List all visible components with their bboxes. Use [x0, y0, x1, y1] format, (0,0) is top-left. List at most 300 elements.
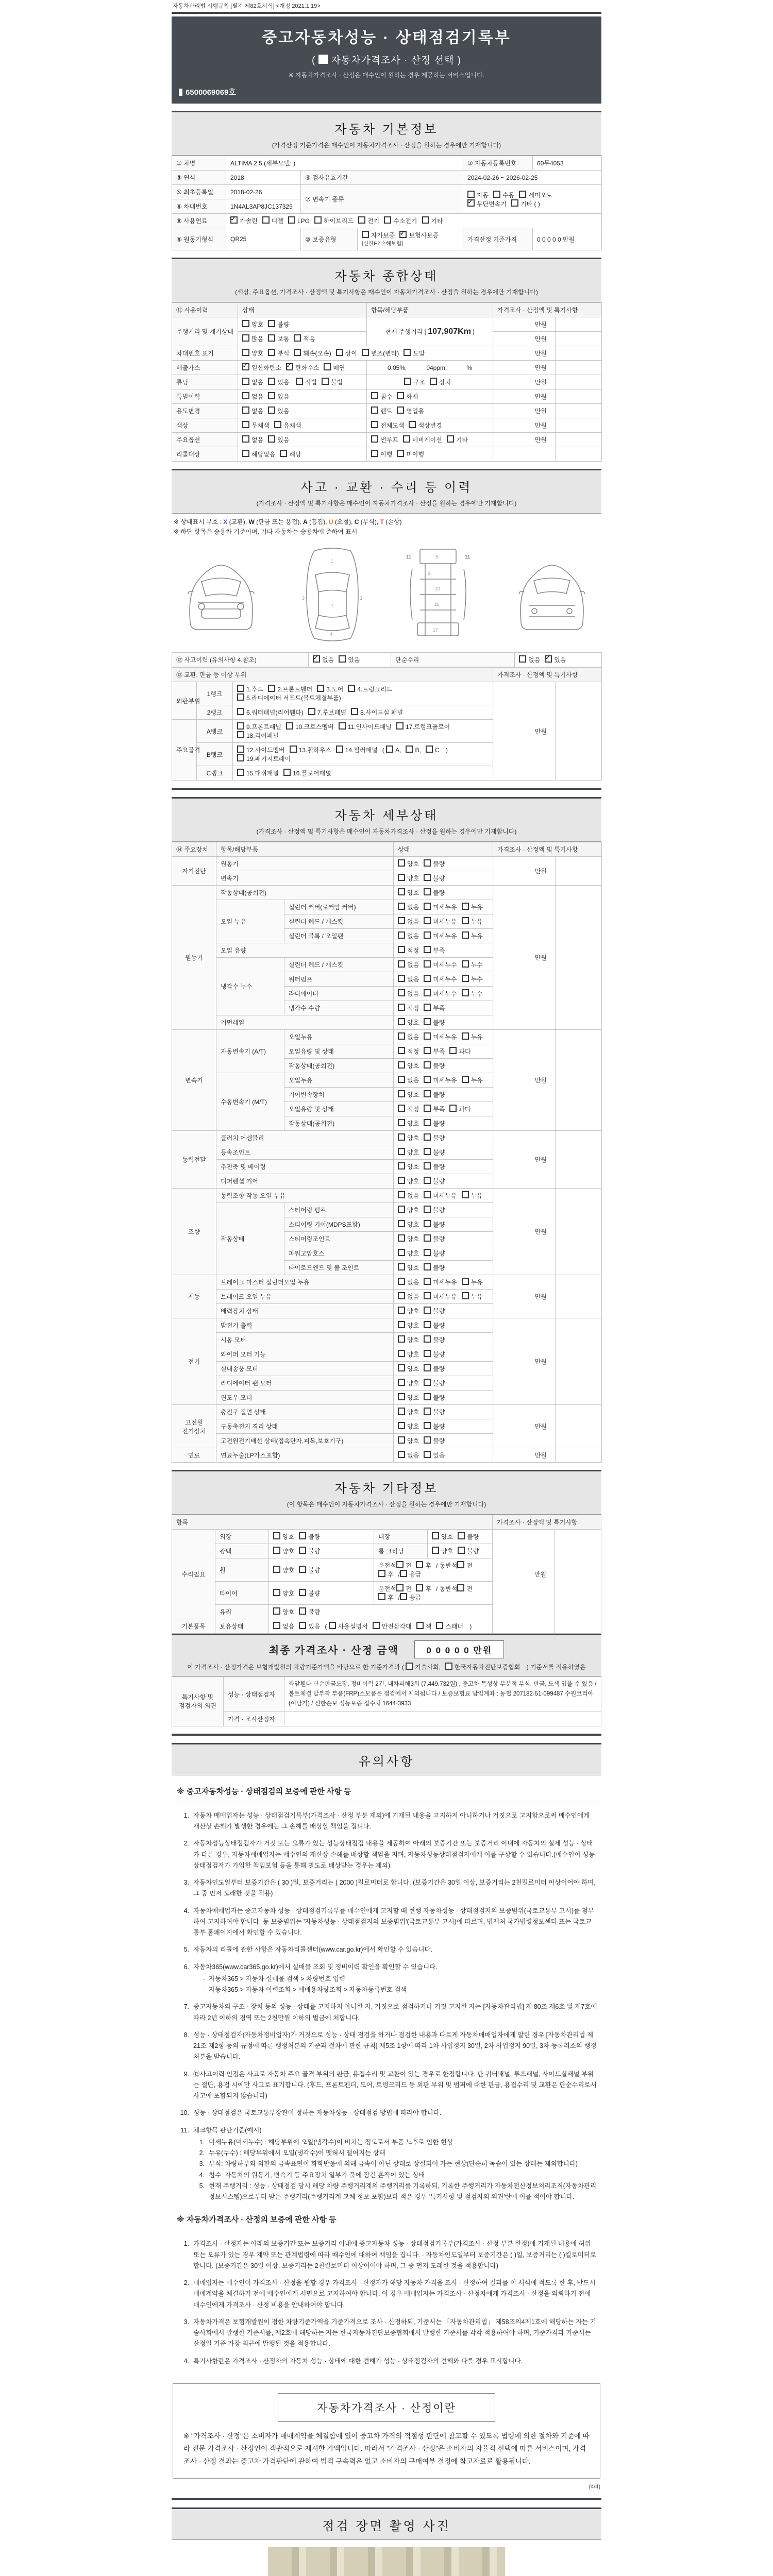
checkbox-unchecked[interactable]: [242, 378, 249, 385]
checkbox-unchecked[interactable]: [467, 191, 475, 198]
checkbox-option[interactable]: [237, 754, 291, 763]
checkbox-unchecked[interactable]: [398, 859, 405, 867]
checkbox-option[interactable]: [398, 1278, 419, 1286]
checkbox-option[interactable]: [398, 1364, 419, 1373]
checkbox-unchecked[interactable]: [457, 1561, 464, 1568]
checkbox-option[interactable]: [424, 1393, 445, 1402]
checkbox-option[interactable]: [416, 1561, 431, 1570]
checkbox-option[interactable]: [462, 975, 483, 984]
checkbox-option[interactable]: [314, 216, 354, 225]
checkbox-unchecked[interactable]: [424, 1249, 431, 1256]
checkbox-option[interactable]: [339, 722, 392, 731]
checkbox-option[interactable]: [449, 1047, 470, 1056]
checkbox-option[interactable]: [268, 435, 289, 444]
checkbox-option[interactable]: [362, 231, 395, 240]
checkbox-unchecked[interactable]: [406, 745, 413, 753]
checkbox-unchecked[interactable]: [268, 378, 275, 385]
checkbox-unchecked[interactable]: [237, 745, 244, 753]
checkbox-unchecked[interactable]: [242, 450, 249, 457]
checkbox-unchecked[interactable]: [339, 655, 346, 663]
checkbox-unchecked[interactable]: [398, 917, 405, 924]
checkbox-option[interactable]: [424, 1090, 445, 1099]
checkbox-unchecked[interactable]: [398, 1076, 405, 1083]
checkbox-option[interactable]: [424, 859, 445, 868]
checkbox-option[interactable]: [424, 1436, 445, 1445]
checkbox-unchecked[interactable]: [449, 1105, 457, 1112]
checkbox-option[interactable]: [424, 1335, 445, 1344]
checkbox-option[interactable]: [398, 1177, 419, 1185]
checkbox-unchecked[interactable]: [329, 1622, 336, 1629]
checkbox-unchecked[interactable]: [424, 1393, 431, 1400]
checkbox-option[interactable]: [462, 960, 483, 969]
checkbox-unchecked[interactable]: [398, 1350, 405, 1357]
checkbox-option[interactable]: [280, 450, 301, 459]
checkbox-option[interactable]: [436, 1622, 463, 1631]
checkbox-unchecked[interactable]: [237, 708, 244, 715]
checkbox-unchecked[interactable]: [242, 435, 249, 443]
checkbox-option[interactable]: [262, 216, 283, 225]
checkbox-unchecked[interactable]: [398, 1278, 405, 1285]
checkbox-unchecked[interactable]: [400, 1570, 407, 1577]
checkbox-option[interactable]: [299, 1532, 320, 1541]
checkbox-option[interactable]: [398, 1335, 419, 1344]
checkbox-option[interactable]: [398, 874, 419, 883]
checkbox-unchecked[interactable]: [237, 685, 244, 692]
checkbox-unchecked[interactable]: [268, 392, 275, 399]
checkbox-unchecked[interactable]: [396, 1561, 404, 1568]
checkbox-option[interactable]: [424, 1350, 445, 1359]
checkbox-unchecked[interactable]: [268, 349, 275, 356]
checkbox-option[interactable]: [445, 1663, 520, 1671]
checkbox-option[interactable]: [398, 1004, 419, 1012]
checkbox-option[interactable]: [449, 1105, 470, 1113]
checkbox-unchecked[interactable]: [447, 435, 454, 443]
checkbox-unchecked[interactable]: [237, 693, 244, 701]
checkbox-unchecked[interactable]: [294, 334, 301, 342]
checkbox-option[interactable]: [237, 745, 285, 754]
checkbox-option[interactable]: [424, 989, 457, 998]
checkbox-option[interactable]: [424, 1018, 445, 1027]
checkbox-checked[interactable]: [230, 216, 238, 224]
checkbox-unchecked[interactable]: [398, 1408, 405, 1415]
checkbox-option[interactable]: [424, 874, 445, 883]
checkbox-option[interactable]: [273, 1566, 294, 1574]
checkbox-unchecked[interactable]: [398, 1119, 405, 1126]
checkbox-unchecked[interactable]: [519, 655, 526, 663]
checkbox-unchecked[interactable]: [424, 1436, 431, 1444]
checkbox-option[interactable]: [398, 931, 419, 940]
checkbox-unchecked[interactable]: [462, 903, 469, 910]
checkbox-unchecked[interactable]: [396, 1584, 404, 1591]
checkbox-option[interactable]: [242, 334, 263, 343]
checkbox-option[interactable]: [397, 450, 424, 459]
checkbox-unchecked[interactable]: [424, 1177, 431, 1184]
checkbox-option[interactable]: [511, 199, 540, 208]
checkbox-unchecked[interactable]: [308, 708, 315, 715]
checkbox-option[interactable]: [242, 450, 275, 459]
checkbox-option[interactable]: [242, 320, 263, 329]
checkbox-unchecked[interactable]: [371, 406, 378, 414]
checkbox-unchecked[interactable]: [384, 216, 391, 224]
checkbox-unchecked[interactable]: [424, 1422, 431, 1429]
checkbox-unchecked[interactable]: [424, 989, 431, 996]
checkbox-option[interactable]: [462, 917, 483, 926]
checkbox-unchecked[interactable]: [403, 435, 410, 443]
checkbox-option[interactable]: [329, 1622, 368, 1631]
checkbox-unchecked[interactable]: [424, 1408, 431, 1415]
checkbox-option[interactable]: [242, 435, 263, 444]
checkbox-option[interactable]: [400, 1593, 421, 1602]
checkbox-unchecked[interactable]: [424, 888, 431, 895]
checkbox-option[interactable]: [398, 1321, 419, 1330]
checkbox-option[interactable]: [299, 1622, 320, 1631]
checkbox-option[interactable]: [462, 1278, 483, 1286]
checkbox-option[interactable]: [351, 708, 403, 717]
checkbox-option[interactable]: [519, 191, 552, 199]
checkbox-unchecked[interactable]: [242, 320, 249, 327]
checkbox-unchecked[interactable]: [398, 1379, 405, 1386]
checkbox-unchecked[interactable]: [398, 989, 405, 996]
checkbox-option[interactable]: [299, 1607, 320, 1616]
checkbox-unchecked[interactable]: [424, 1307, 431, 1314]
checkbox-option[interactable]: [299, 1547, 320, 1555]
checkbox-option[interactable]: [398, 1307, 419, 1315]
checkbox-unchecked[interactable]: [424, 946, 431, 953]
checkbox-option[interactable]: [288, 216, 310, 225]
checkbox-option[interactable]: [290, 745, 331, 754]
checkbox-option[interactable]: [398, 1220, 419, 1229]
checkbox-option[interactable]: [424, 946, 445, 955]
checkbox-option[interactable]: [404, 349, 425, 358]
checkbox-option[interactable]: [242, 421, 270, 430]
checkbox-unchecked[interactable]: [336, 745, 343, 753]
checkbox-unchecked[interactable]: [424, 1234, 431, 1242]
checkbox-unchecked[interactable]: [424, 1379, 431, 1386]
checkbox-option[interactable]: [424, 960, 457, 969]
checkbox-option[interactable]: [283, 769, 331, 777]
checkbox-checked[interactable]: [467, 199, 475, 207]
checkbox-option[interactable]: [398, 1249, 419, 1258]
checkbox-unchecked[interactable]: [273, 1607, 280, 1615]
checkbox-option[interactable]: [424, 1206, 445, 1214]
checkbox-option[interactable]: [462, 1076, 483, 1084]
checkbox-unchecked[interactable]: [299, 1589, 306, 1596]
checkbox-unchecked[interactable]: [398, 1249, 405, 1256]
checkbox-option[interactable]: [400, 1570, 421, 1579]
checkbox-unchecked[interactable]: [362, 349, 369, 356]
checkbox-option[interactable]: [424, 888, 445, 897]
checkbox-option[interactable]: [457, 1561, 473, 1570]
checkbox-unchecked[interactable]: [296, 378, 303, 385]
checkbox-option[interactable]: [322, 378, 343, 386]
checkbox-option[interactable]: [424, 1191, 457, 1200]
checkbox-unchecked[interactable]: [398, 1393, 405, 1400]
checkbox-option[interactable]: [424, 1422, 445, 1431]
checkbox-option[interactable]: [424, 1263, 445, 1272]
checkbox-unchecked[interactable]: [398, 1191, 405, 1198]
checkbox-unchecked[interactable]: [462, 975, 469, 982]
checkbox-option[interactable]: [424, 1321, 445, 1330]
checkbox-option[interactable]: [371, 421, 404, 430]
checkbox-unchecked[interactable]: [242, 406, 249, 414]
checkbox-unchecked[interactable]: [424, 1191, 431, 1198]
checkbox-option[interactable]: [406, 745, 421, 754]
checkbox-option[interactable]: [268, 334, 289, 343]
checkbox-unchecked[interactable]: [424, 975, 431, 982]
checkbox-option[interactable]: [237, 708, 304, 717]
checkbox-option[interactable]: [268, 406, 289, 415]
checkbox-option[interactable]: [424, 1379, 445, 1387]
checkbox-unchecked[interactable]: [398, 975, 405, 982]
checkbox-option[interactable]: [358, 216, 379, 225]
checkbox-option[interactable]: [424, 1278, 457, 1286]
checkbox-option[interactable]: [424, 1032, 457, 1041]
price-select-checkbox[interactable]: [318, 55, 328, 64]
checkbox-option[interactable]: [398, 1206, 419, 1214]
checkbox-unchecked[interactable]: [398, 1220, 405, 1227]
checkbox-option[interactable]: [237, 722, 281, 731]
checkbox-option[interactable]: [416, 1584, 431, 1593]
checkbox-option[interactable]: [273, 1589, 294, 1598]
checkbox-unchecked[interactable]: [398, 1018, 405, 1025]
checkbox-option[interactable]: [398, 1422, 419, 1431]
checkbox-option[interactable]: [378, 1593, 394, 1602]
checkbox-unchecked[interactable]: [511, 199, 518, 207]
checkbox-unchecked[interactable]: [262, 216, 270, 224]
checkbox-unchecked[interactable]: [299, 1547, 306, 1554]
checkbox-unchecked[interactable]: [398, 1335, 405, 1343]
checkbox-option[interactable]: [398, 960, 419, 969]
checkbox-unchecked[interactable]: [322, 378, 329, 385]
checkbox-option[interactable]: [545, 655, 566, 664]
checkbox-option[interactable]: [398, 1018, 419, 1027]
checkbox-option[interactable]: [294, 334, 315, 343]
checkbox-option[interactable]: [424, 1119, 445, 1128]
checkbox-option[interactable]: [398, 946, 419, 955]
checkbox-option[interactable]: [308, 708, 346, 717]
checkbox-unchecked[interactable]: [397, 450, 404, 457]
checkbox-option[interactable]: [398, 1162, 419, 1171]
checkbox-option[interactable]: [396, 1584, 412, 1593]
checkbox-option[interactable]: [362, 349, 399, 358]
checkbox-unchecked[interactable]: [371, 450, 378, 457]
checkbox-option[interactable]: [398, 1436, 419, 1445]
checkbox-option[interactable]: [397, 392, 418, 401]
checkbox-unchecked[interactable]: [424, 1321, 431, 1328]
checkbox-unchecked[interactable]: [398, 1133, 405, 1141]
checkbox-option[interactable]: [273, 1532, 294, 1541]
checkbox-option[interactable]: [398, 859, 419, 868]
checkbox-option[interactable]: [398, 1032, 419, 1041]
checkbox-unchecked[interactable]: [398, 1032, 405, 1040]
checkbox-option[interactable]: [273, 1622, 294, 1631]
checkbox-option[interactable]: [432, 1532, 453, 1541]
checkbox-option[interactable]: [273, 1547, 294, 1555]
checkbox-unchecked[interactable]: [398, 1307, 405, 1314]
checkbox-option[interactable]: [457, 1584, 473, 1593]
checkbox-unchecked[interactable]: [424, 1119, 431, 1126]
checkbox-option[interactable]: [237, 685, 263, 693]
checkbox-unchecked[interactable]: [371, 421, 378, 428]
checkbox-unchecked[interactable]: [406, 1663, 413, 1670]
checkbox-option[interactable]: [398, 903, 419, 911]
checkbox-unchecked[interactable]: [424, 1350, 431, 1357]
checkbox-unchecked[interactable]: [424, 1032, 431, 1040]
checkbox-option[interactable]: [398, 1191, 419, 1200]
checkbox-unchecked[interactable]: [237, 769, 244, 776]
checkbox-unchecked[interactable]: [299, 1566, 306, 1573]
checkbox-unchecked[interactable]: [422, 216, 429, 224]
checkbox-unchecked[interactable]: [424, 1206, 431, 1213]
checkbox-unchecked[interactable]: [424, 960, 431, 968]
checkbox-option[interactable]: [242, 363, 281, 372]
checkbox-unchecked[interactable]: [409, 421, 416, 428]
checkbox-option[interactable]: [398, 1263, 419, 1272]
checkbox-unchecked[interactable]: [462, 1278, 469, 1285]
checkbox-unchecked[interactable]: [324, 363, 331, 370]
checkbox-option[interactable]: [424, 1249, 445, 1258]
checkbox-option[interactable]: [398, 1379, 419, 1387]
checkbox-unchecked[interactable]: [397, 392, 404, 399]
checkbox-unchecked[interactable]: [317, 685, 324, 692]
checkbox-option[interactable]: [409, 421, 442, 430]
checkbox-option[interactable]: [424, 1148, 445, 1157]
checkbox-unchecked[interactable]: [237, 754, 244, 761]
checkbox-unchecked[interactable]: [458, 1532, 465, 1539]
checkbox-unchecked[interactable]: [273, 1589, 280, 1596]
checkbox-unchecked[interactable]: [398, 1436, 405, 1444]
checkbox-option[interactable]: [317, 685, 343, 693]
checkbox-unchecked[interactable]: [430, 378, 437, 385]
checkbox-option[interactable]: [336, 349, 357, 358]
checkbox-unchecked[interactable]: [424, 931, 431, 939]
checkbox-option[interactable]: [398, 1119, 419, 1128]
checkbox-option[interactable]: [286, 722, 334, 731]
checkbox-option[interactable]: [398, 1076, 419, 1084]
checkbox-unchecked[interactable]: [462, 960, 469, 968]
checkbox-unchecked[interactable]: [398, 1206, 405, 1213]
checkbox-unchecked[interactable]: [398, 1234, 405, 1242]
checkbox-option[interactable]: [384, 216, 417, 225]
checkbox-option[interactable]: [268, 320, 289, 329]
checkbox-unchecked[interactable]: [404, 378, 411, 385]
checkbox-unchecked[interactable]: [398, 888, 405, 895]
checkbox-unchecked[interactable]: [462, 917, 469, 924]
checkbox-unchecked[interactable]: [424, 917, 431, 924]
checkbox-unchecked[interactable]: [386, 745, 393, 753]
checkbox-unchecked[interactable]: [268, 435, 275, 443]
checkbox-unchecked[interactable]: [424, 1018, 431, 1025]
checkbox-unchecked[interactable]: [424, 1220, 431, 1227]
checkbox-option[interactable]: [268, 392, 289, 401]
checkbox-unchecked[interactable]: [336, 349, 343, 356]
checkbox-option[interactable]: [398, 1451, 419, 1460]
checkbox-option[interactable]: [273, 1607, 294, 1616]
checkbox-unchecked[interactable]: [283, 769, 291, 776]
checkbox-unchecked[interactable]: [424, 903, 431, 910]
checkbox-unchecked[interactable]: [519, 191, 526, 198]
checkbox-option[interactable]: [299, 1566, 320, 1574]
checkbox-unchecked[interactable]: [424, 1292, 431, 1299]
checkbox-unchecked[interactable]: [288, 216, 295, 224]
checkbox-unchecked[interactable]: [424, 1090, 431, 1097]
checkbox-option[interactable]: [299, 1589, 320, 1598]
checkbox-unchecked[interactable]: [242, 392, 249, 399]
checkbox-unchecked[interactable]: [396, 722, 404, 730]
checkbox-unchecked[interactable]: [398, 1162, 405, 1170]
checkbox-option[interactable]: [268, 349, 289, 358]
checkbox-option[interactable]: [348, 685, 392, 693]
checkbox-option[interactable]: [396, 1561, 412, 1570]
checkbox-unchecked[interactable]: [378, 1570, 385, 1577]
checkbox-option[interactable]: [237, 731, 279, 740]
checkbox-unchecked[interactable]: [273, 1532, 280, 1539]
checkbox-option[interactable]: [286, 363, 319, 372]
checkbox-unchecked[interactable]: [458, 1547, 465, 1554]
checkbox-unchecked[interactable]: [416, 1584, 423, 1591]
checkbox-unchecked[interactable]: [398, 874, 405, 881]
checkbox-option[interactable]: [242, 378, 263, 386]
checkbox-option[interactable]: [371, 406, 392, 415]
checkbox-option[interactable]: [268, 685, 312, 693]
checkbox-unchecked[interactable]: [237, 731, 244, 738]
checkbox-option[interactable]: [424, 1364, 445, 1373]
checkbox-option[interactable]: [242, 349, 263, 358]
checkbox-unchecked[interactable]: [424, 1047, 431, 1054]
checkbox-option[interactable]: [424, 1133, 445, 1142]
checkbox-option[interactable]: [447, 435, 468, 444]
checkbox-unchecked[interactable]: [445, 1663, 452, 1670]
checkbox-option[interactable]: [462, 903, 483, 911]
checkbox-option[interactable]: [398, 1133, 419, 1142]
checkbox-unchecked[interactable]: [373, 1622, 380, 1629]
checkbox-option[interactable]: [462, 1292, 483, 1301]
checkbox-option[interactable]: [324, 363, 345, 372]
checkbox-unchecked[interactable]: [398, 1061, 405, 1069]
checkbox-option[interactable]: [336, 745, 378, 754]
checkbox-checked[interactable]: [242, 363, 249, 370]
checkbox-unchecked[interactable]: [286, 722, 293, 730]
checkbox-unchecked[interactable]: [462, 1292, 469, 1299]
checkbox-unchecked[interactable]: [416, 1561, 423, 1568]
checkbox-option[interactable]: [424, 1105, 445, 1113]
checkbox-unchecked[interactable]: [424, 1364, 431, 1371]
checkbox-option[interactable]: [424, 917, 457, 926]
checkbox-option[interactable]: [398, 1393, 419, 1402]
checkbox-unchecked[interactable]: [424, 859, 431, 867]
checkbox-unchecked[interactable]: [449, 1047, 457, 1054]
checkbox-unchecked[interactable]: [462, 931, 469, 939]
checkbox-unchecked[interactable]: [378, 1593, 385, 1600]
checkbox-option[interactable]: [406, 1663, 441, 1671]
checkbox-option[interactable]: [398, 1350, 419, 1359]
checkbox-option[interactable]: [424, 903, 457, 911]
checkbox-option[interactable]: [242, 406, 263, 415]
checkbox-unchecked[interactable]: [398, 903, 405, 910]
checkbox-unchecked[interactable]: [242, 334, 249, 342]
checkbox-unchecked[interactable]: [290, 745, 297, 753]
checkbox-unchecked[interactable]: [273, 1547, 280, 1554]
checkbox-option[interactable]: [462, 1191, 483, 1200]
checkbox-unchecked[interactable]: [462, 1032, 469, 1040]
checkbox-option[interactable]: [398, 1148, 419, 1157]
checkbox-option[interactable]: [424, 1220, 445, 1229]
checkbox-option[interactable]: [424, 1047, 445, 1056]
checkbox-option[interactable]: [403, 435, 442, 444]
checkbox-unchecked[interactable]: [358, 216, 365, 224]
checkbox-option[interactable]: [274, 421, 301, 430]
checkbox-unchecked[interactable]: [424, 1162, 431, 1170]
